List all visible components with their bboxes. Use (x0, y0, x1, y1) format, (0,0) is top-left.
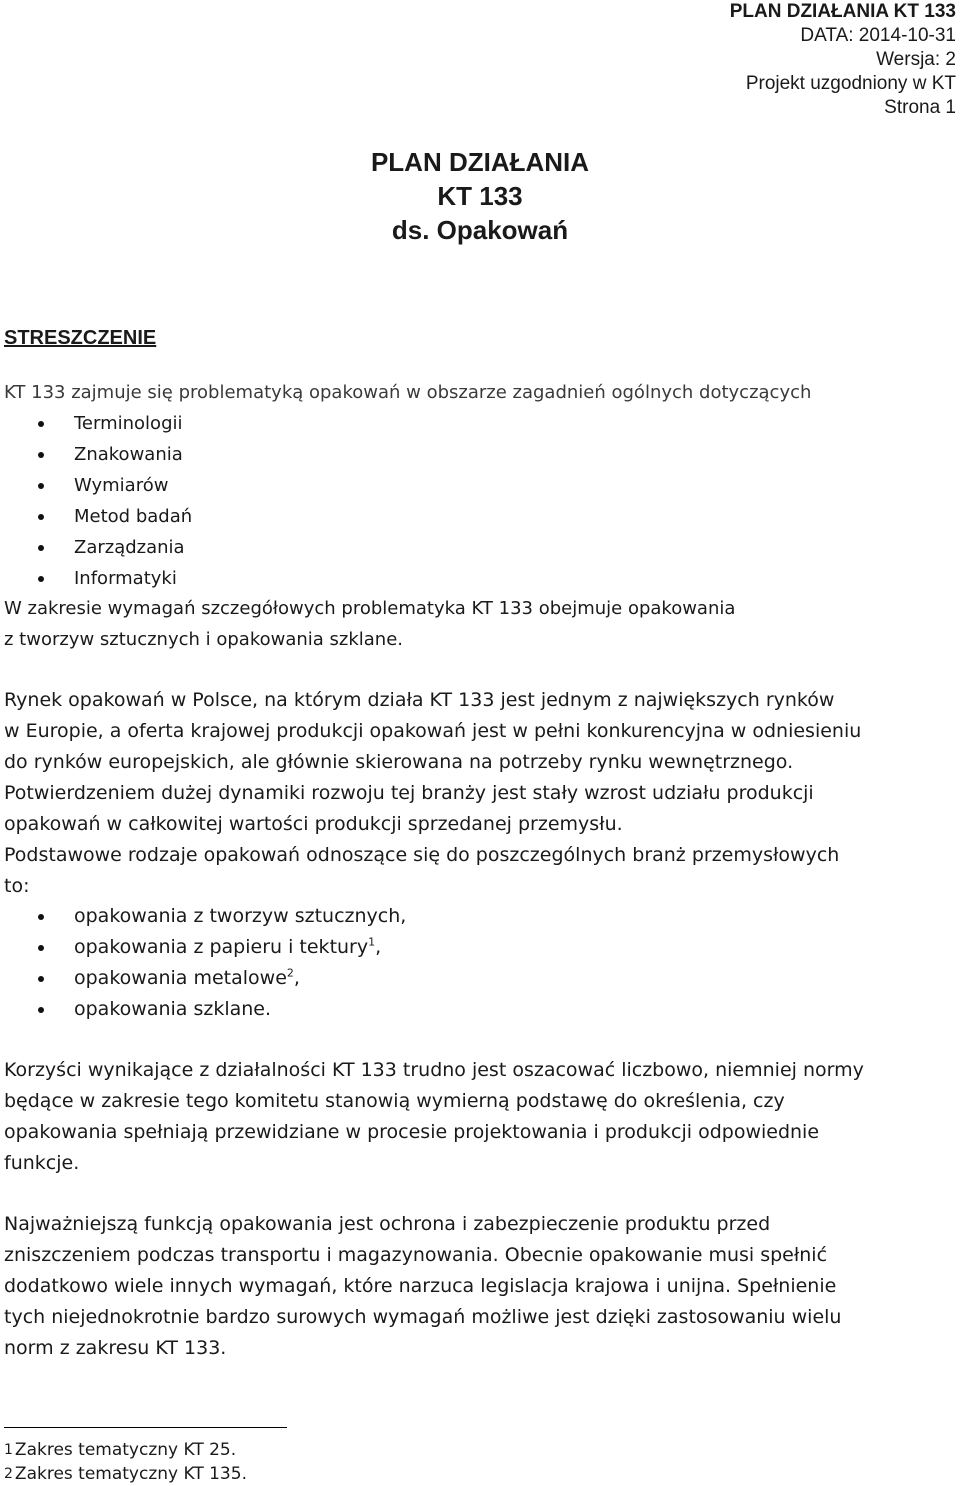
footnote-text: Zakres tematyczny KT 25. (14, 1440, 237, 1460)
header-page-number: Strona 1 (884, 97, 956, 118)
title-line-3: ds. Opakowań (391, 215, 569, 245)
paragraph-line: Potwierdzeniem dużej dynamiki rozwoju tej branży jest stały wzrost udziału produkcji (4, 782, 814, 804)
paragraph-line: w Europie, a oferta krajowej produkcji opakowań jest w pełni konkurencyjna w odniesieniu (4, 720, 862, 742)
header-status: Projekt uzgodniony w KT (745, 73, 956, 94)
paragraph-line: to: (4, 875, 30, 897)
benefits-paragraph (4, 1055, 960, 1179)
document-title (0, 145, 960, 247)
list-item: Znakowania (4, 439, 192, 470)
function-paragraph (4, 1209, 960, 1364)
title-line-2: KT 133 (437, 181, 523, 211)
footnote-text: Zakres tematyczny KT 135. (14, 1464, 247, 1484)
summary-detail-line-2: z tworzyw sztucznych i opakowania szklane. (4, 629, 404, 650)
paragraph-line: tych niejednokrotnie bardzo surowych wymagań możliwe jest dzięki zastosowaniu wielu (4, 1306, 842, 1328)
list-item: Metod badań (4, 501, 192, 532)
footnote-separator (4, 1427, 287, 1428)
list-item: opakowania z tworzyw sztucznych, (4, 901, 406, 932)
packaging-types-list (4, 901, 406, 1025)
footnote-ref: 1 (368, 935, 376, 949)
paragraph-line: do rynków europejskich, ale głównie skierowana na potrzeby rynku wewnętrznego. (4, 751, 794, 773)
paragraph-line: będące w zakresie tego komitetu stanowią wymierną podstawę do określenia, czy (4, 1090, 785, 1112)
header-date: DATA: 2014-10-31 (800, 25, 956, 46)
footnote-2 (4, 1463, 247, 1485)
paragraph-line: funkcje. (4, 1152, 80, 1174)
list-item: Terminologii (4, 408, 192, 439)
market-paragraph (4, 685, 960, 902)
paragraph-line: Korzyści wynikające z działalności KT 133 trudno jest oszacować liczbowo, niemniej normy (4, 1059, 864, 1081)
paragraph-line: dodatkowo wiele innych wymagań, które narzuca legislacja krajowa i unijna. Spełnienie (4, 1275, 837, 1297)
paragraph-line: opakowania spełniają przewidziane w procesie projektowania i produkcji odpowiednie (4, 1121, 820, 1143)
list-item: opakowania z papieru i tektury$^1$, (4, 932, 406, 963)
title-line-1: PLAN DZIAŁANIA (370, 147, 590, 177)
footnote-number: 2 (4, 1466, 13, 1482)
footnote-number: 1 (4, 1442, 13, 1458)
list-item: Informatyki (4, 563, 192, 594)
paragraph-line: opakowań w całkowitej wartości produkcji sprzedanej przemysłu. (4, 813, 623, 835)
list-item: opakowania szklane. (4, 994, 406, 1025)
paragraph-line: zniszczeniem podczas transportu i magazynowania. Obecnie opakowanie musi spełnić (4, 1244, 828, 1266)
paragraph-line: Najważniejszą funkcją opakowania jest ochrona i zabezpieczenie produktu przed (4, 1213, 771, 1235)
list-item: opakowania metalowe$^2$, (4, 963, 406, 994)
document-header (730, 0, 956, 120)
summary-detail-line-1: W zakresie wymagań szczegółowych problematyka KT 133 obejmuje opakowania (4, 598, 736, 619)
summary-intro: KT 133 zajmuje się problematyką opakowań w obszarze zagadnień ogólnych dotyczących (4, 382, 812, 403)
summary-heading: STRESZCZENIE (4, 327, 157, 349)
header-plan-title: PLAN DZIAŁANIA KT 133 (729, 1, 956, 22)
header-version: Wersja: 2 (876, 49, 956, 70)
paragraph-line: Rynek opakowań w Polsce, na którym działa KT 133 jest jednym z największych rynków (4, 689, 835, 711)
paragraph-line: norm z zakresu KT 133. (4, 1337, 227, 1359)
footnote-ref: 2 (286, 966, 294, 980)
topics-list (4, 408, 192, 594)
list-item: Wymiarów (4, 470, 192, 501)
list-item: Zarządzania (4, 532, 192, 563)
footnote-1 (4, 1439, 236, 1461)
paragraph-line: Podstawowe rodzaje opakowań odnoszące się do poszczególnych branż przemysłowych (4, 844, 840, 866)
